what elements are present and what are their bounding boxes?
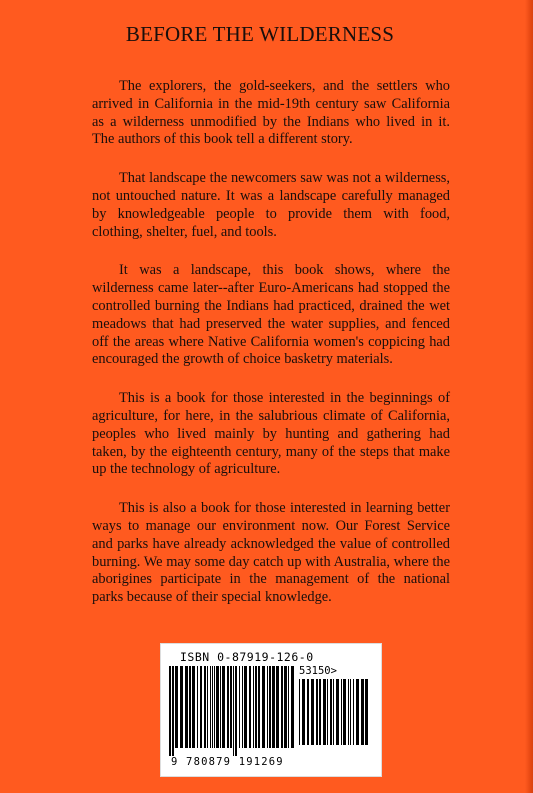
isbn-number: ISBN 0-87919-126-0 [180,650,314,664]
blurb-text [92,78,450,628]
barcode-bar [220,666,221,748]
barcode-bar [235,666,237,756]
barcode-bar [302,679,305,745]
barcode-bar [361,679,364,745]
barcode-bar [207,666,208,748]
barcode-bar [323,679,326,745]
cover-edge [525,0,533,793]
blurb-paragraph: This is a book for those interested in the beginnings of agriculture, for here, in the salubrious climate of California, peoples who lived mainly by hunting and gathering had taken, by the eighteenth century, many of the steps that make up the technology of agriculture. [92,390,450,478]
barcode-bar [197,666,198,748]
barcode-bar [200,666,202,748]
barcode-bar [356,679,359,745]
barcode-bar [233,666,234,756]
barcode-bar [319,679,321,745]
barcode-bar [180,666,183,748]
barcode-bar [262,666,265,748]
barcode-bar [281,666,283,748]
barcode-bar [348,679,349,745]
price-code: 53150> [299,665,337,677]
barcode-bar [210,666,211,748]
barcode-bar [258,666,260,748]
barcode-bar [311,679,314,745]
barcode-bar [172,666,174,756]
blurb-paragraph: It was a landscape, this book shows, where the wilderness came later--after Euro-Americans had stopped the controlled burning the Indians had practiced, drained the wet meadows that had preserved the water supplies, and fenced off the areas where Native California women's coppicing had encouraged the growth of choice basketry materials. [92,262,450,368]
book-title: BEFORE THE WILDERNESS [125,22,395,46]
barcode-bar [204,666,206,748]
barcode-bar [249,666,251,748]
blurb-paragraph: The explorers, the gold-seekers, and the settlers who arrived in California in the mid-19th century saw California as a wilderness unmodified by the Indians who lived in it. The authors of this book tell a different story. [92,78,450,148]
barcode-bar [350,679,351,745]
barcode-bar [336,679,339,745]
barcode-bar [343,679,346,745]
barcode-bar [189,666,191,748]
barcode-bar [291,666,294,748]
barcode-bar [222,666,225,748]
barcode-bar [353,679,354,745]
barcode-label [160,643,382,777]
barcode-bar [316,679,318,745]
blurb-paragraph: That landscape the newcomers saw was not a wilderness, not untouched nature. It was a landscape carefully managed by knowledgeable people to provide them with food, clothing, shelter, fuel, and tools. [92,170,450,240]
barcode-bar [242,666,243,748]
barcode-bar [227,666,229,748]
barcode-bar [216,666,219,748]
barcode-bar [212,666,213,748]
barcode-bar [333,679,334,745]
barcode-bar [253,666,254,748]
barcode-bar [330,679,332,745]
barcode-bar [299,679,300,745]
barcode-bar [244,666,247,748]
barcode-bar [276,666,279,748]
barcode-bar [185,666,188,748]
barcode-bar [288,666,289,748]
price-barcode [299,679,369,753]
ean-barcode [169,666,297,756]
barcode-bar [327,679,328,745]
barcode-bar [230,666,232,748]
barcode-bar [269,666,271,748]
barcode-bar [192,666,195,748]
barcode-bar [169,666,171,756]
barcode-bar [255,666,257,748]
barcode-bar [267,666,268,748]
barcode-digits: 9 780879 191269 [171,756,284,768]
barcode-bar [365,679,368,745]
barcode-bar [284,666,287,748]
blurb-paragraph: This is also a book for those interested in learning better ways to manage our environment now. Our Forest Service and parks have already acknowledged the value of controlled burning. We may some day catch up with Australia, where the aborigines participate in the management of the national parks because of their special knowledge. [92,500,450,606]
barcode-bar [341,679,342,745]
barcode-bar [175,666,178,748]
barcode-bar [272,666,275,748]
barcode-bar [239,666,240,748]
barcode-bar [307,679,309,745]
barcode-bar [214,666,215,748]
